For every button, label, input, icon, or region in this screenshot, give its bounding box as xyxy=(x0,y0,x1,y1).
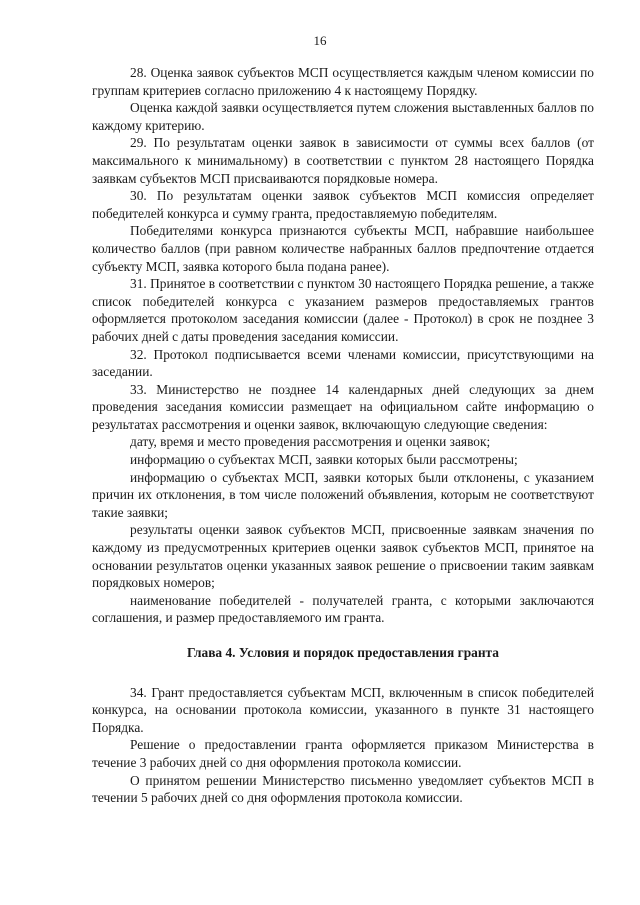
paragraph-34-decision: Решение о предоставлении гранта оформляется приказом Министерства в течение 3 рабочих дней со дня оформления протокола комиссии. xyxy=(92,737,594,770)
paragraph-28: 28. Оценка заявок субъектов МСП осуществляется каждым членом комиссии по группам критериев согласно приложению 4 к настоящему Порядку. xyxy=(92,65,594,98)
paragraph-33: 33. Министерство не позднее 14 календарных дней следующих за днем проведения заседания комиссии размещает на официальном сайте информацию о результатах рассмотрения и оценки заявок, включающую следующие сведения: xyxy=(92,381,594,432)
paragraph-30-winners: Победителями конкурса признаются субъекты МСП, набравшие наибольшее количество баллов (при равном количестве набранных баллов предпочтение отдается субъекту МСП, заявка которого была подана ранее). xyxy=(92,223,594,274)
paragraph-32: 32. Протокол подписывается всеми членами комиссии, присутствующими на заседании. xyxy=(92,346,594,380)
page-number: 16 xyxy=(313,33,327,48)
paragraph-29: 29. По результатам оценки заявок в зависимости от суммы всех баллов (от максимального к минимальному) в соответствии с пунктом 28 настоящего Порядка заявкам субъектов МСП присваиваются порядковые номера. xyxy=(92,135,594,186)
paragraph-33-item-3: информацию о субъектах МСП, заявки которых были отклонены, с указанием причин их отклонения, в том числе положений объявления, которым не соответствуют такие заявки; xyxy=(92,469,594,520)
paragraph-33-item-4: результаты оценки заявок субъектов МСП, присвоенные заявкам значения по каждому из предусмотренных критериев оценки заявок субъектов МСП, принятое на основании результатов оценки указанных заявок решение о присвоении таким заявкам порядковых номеров; xyxy=(92,522,594,591)
paragraph-33-item-1: дату, время и место проведения рассмотрения и оценки заявок; xyxy=(130,434,491,450)
chapter-title: Глава 4. Условия и порядок предоставления гранта xyxy=(186,645,499,660)
paragraph-34: 34. Грант предоставляется субъектам МСП, включенным в список победителей конкурса, на основании протокола комиссии, указанного в пункте 31 настоящего Порядка. xyxy=(92,684,594,735)
paragraph-30: 30. По результатам оценки заявок субъектов МСП комиссия определяет победителей конкурса и сумму гранта, предоставляемую победителям. xyxy=(92,188,594,221)
paragraph-28-evaluation: Оценка каждой заявки осуществляется путем сложения выставленных баллов по каждому критерию. xyxy=(92,100,594,133)
document-body xyxy=(92,64,594,807)
paragraph-33-item-2: информацию о субъектах МСП, заявки которых были рассмотрены; xyxy=(130,452,518,468)
paragraph-33-item-5: наименование победителей - получателей гранта, с которыми заключаются соглашения, и размер предоставляемого им гранта. xyxy=(92,592,594,626)
paragraph-31: 31. Принятое в соответствии с пунктом 30 настоящего Порядка решение, а также список победителей конкурса с указанием размеров предоставляемых грантов оформляется протоколом заседания комиссии (далее - Протокол) в срок не позднее 3 рабочих дней с даты проведения заседания комиссии. xyxy=(92,276,594,344)
paragraph-34-notification: О принятом решении Министерство письменно уведомляет субъектов МСП в течении 5 рабочих дней со дня оформления протокола комиссии. xyxy=(92,772,594,806)
